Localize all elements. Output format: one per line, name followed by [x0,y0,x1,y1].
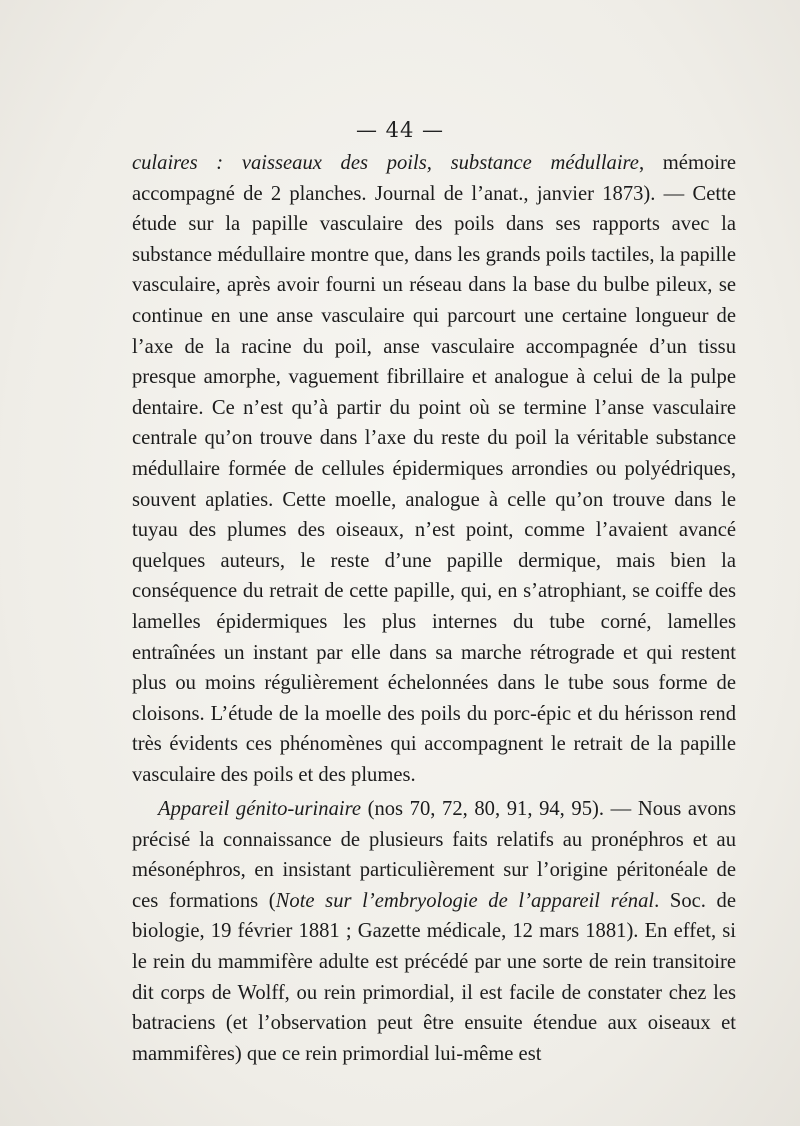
paragraph-appareil-genito-urinaire [132,794,736,1069]
cited-title: Note sur l’embryologie de l’appareil rénal [275,889,655,912]
page-number: — 44 — [355,118,445,142]
text-segment: (nos 70, 72, 80, 91, 94, 95). — Nous avons précisé la connaissance de plusieurs faits relatifs au pronéphros et au mésonéphros, en insistant particulièrement sur l’origine péritonéale de ces formations ( [132,798,736,912]
text-segment: culaires : vaisseaux des poils, substance médullaire [132,152,639,174]
paragraph-poils [132,148,736,790]
section-heading-italic: Appareil génito-urinaire [158,798,361,820]
text-segment: . Soc. de biologie, 19 février 1881 ; Gazette médicale, 12 mars 1881). En effet, si le rein du mammifère adulte est précédé par une sorte de rein transitoire dit corps de Wolff, ou rein primordial, il est facile de constater chez les batraciens (et l’observation peut être ensuite étendue aux oiseaux et mammifères) que ce rein primordial lui-même est [132,889,736,1065]
text-segment: , mémoire accompagné de 2 planches. Journal de l’anat., janvier 1873). — Cette étude sur la papille vasculaire des poils dans ses rapports avec la substance médullaire montre que, dans les grands poils tactiles, la papille vasculaire, après avoir fourni un réseau dans la base du bulbe pileux, se continue en une anse vasculaire qui parcourt une certaine longueur de l’axe de la racine du poil, anse vasculaire accompagnée d’un tissu presque amorphe, vaguement fibrillaire et analogue à celui de la pulpe dentaire. Ce n’est qu’à partir du point où se termine l’anse vasculaire centrale qu’on trouve dans l’axe du reste du poil la véritable substance médullaire formée de cellules épidermiques arrondies ou polyédriques, souvent aplaties. Cette moelle, analogue à celle qu’on trouve dans le tuyau des plumes des oiseaux, n’est point, comme l’avaient avancé quelques auteurs, le reste d’une papille dermique, mais bien la conséquence du retrait de cette papille, qui, en s’atrophiant, se coiffe des lamelles épidermiques les plus internes du tube corné, lamelles entraînées un instant par elle dans sa marche rétrograde et qui restent plus ou moins régulièrement échelonnées dans le tube sous forme de cloisons. L’étude de la moelle des poils du porc-épic et du hérisson rend très évidents ces phénomènes qui accompagnent le retrait de la papille vasculaire des poils et des plumes. [132,152,736,786]
